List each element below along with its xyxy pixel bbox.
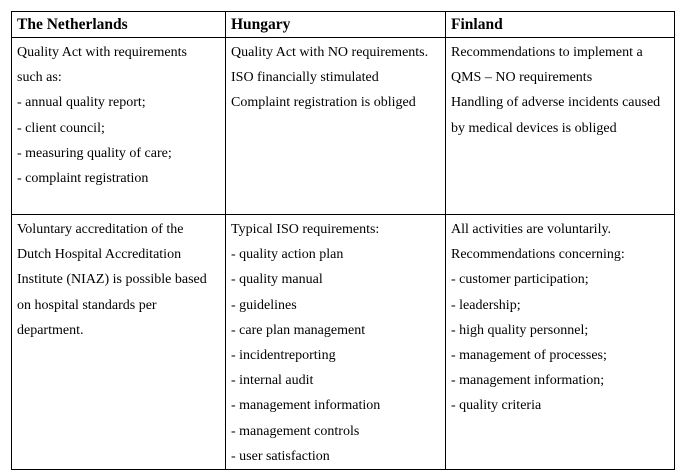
cell-line: - measuring quality of care; (17, 145, 172, 161)
cell-line: Handling of adverse incidents caused (451, 95, 661, 111)
cell-line: - quality criteria (451, 398, 542, 414)
cell-line: - high quality personnel; (451, 322, 589, 338)
header-hungary: Hungary (226, 12, 446, 38)
cell-line: Quality Act with requirements (17, 45, 187, 60)
cell-line: Quality Act with NO requirements. (231, 45, 429, 60)
cell-line: ISO financially stimulated (231, 70, 379, 86)
cell-line: Typical ISO requirements: (231, 222, 380, 237)
cell-finland-legislation (446, 38, 675, 215)
cell-line: Recommendations concerning: (451, 247, 625, 263)
cell-line: by medical devices is obliged (451, 120, 617, 136)
cell-line: Recommendations to implement a (451, 45, 643, 60)
cell-line: - management of processes; (451, 348, 607, 364)
cell-line: - guidelines (231, 297, 297, 313)
cell-line: - internal audit (231, 373, 314, 389)
header-row (12, 12, 675, 38)
table-row (12, 215, 675, 470)
cell-line: - quality manual (231, 272, 323, 288)
cell-line: Voluntary accreditation of the (17, 222, 184, 237)
cell-line: - leadership; (451, 297, 521, 313)
cell-line: - management information; (451, 373, 605, 389)
cell-line: - annual quality report; (17, 95, 146, 111)
cell-line: on hospital standards per (17, 297, 157, 313)
cell-line: - user satisfaction (231, 448, 330, 464)
cell-line: Complaint registration is obliged (231, 95, 416, 111)
cell-netherlands-legislation (12, 38, 226, 215)
cell-hungary-legislation (226, 38, 446, 215)
cell-line: - management information (231, 398, 381, 414)
header-netherlands: The Netherlands (12, 12, 226, 38)
cell-line: QMS – NO requirements (451, 70, 593, 86)
cell-line: such as: (17, 70, 62, 86)
cell-line: - care plan management (231, 322, 366, 338)
cell-line: Dutch Hospital Accreditation (17, 247, 182, 263)
quality-requirements-table (11, 11, 675, 470)
cell-finland-activities (446, 215, 675, 470)
comparison-table-wrapper (11, 11, 675, 470)
cell-line: department. (17, 322, 84, 338)
cell-line: Institute (NIAZ) is possible based (17, 272, 207, 288)
cell-line: - quality action plan (231, 247, 344, 263)
table-row (12, 38, 675, 215)
header-finland: Finland (446, 12, 675, 38)
cell-line: - complaint registration (17, 171, 149, 187)
cell-hungary-activities (226, 215, 446, 470)
cell-line: All activities are voluntarily. (451, 222, 612, 237)
cell-line: - incidentreporting (231, 348, 336, 364)
cell-netherlands-activities (12, 215, 226, 470)
cell-line: - client council; (17, 120, 105, 136)
cell-line: - customer participation; (451, 272, 589, 288)
cell-line: - management controls (231, 423, 360, 439)
